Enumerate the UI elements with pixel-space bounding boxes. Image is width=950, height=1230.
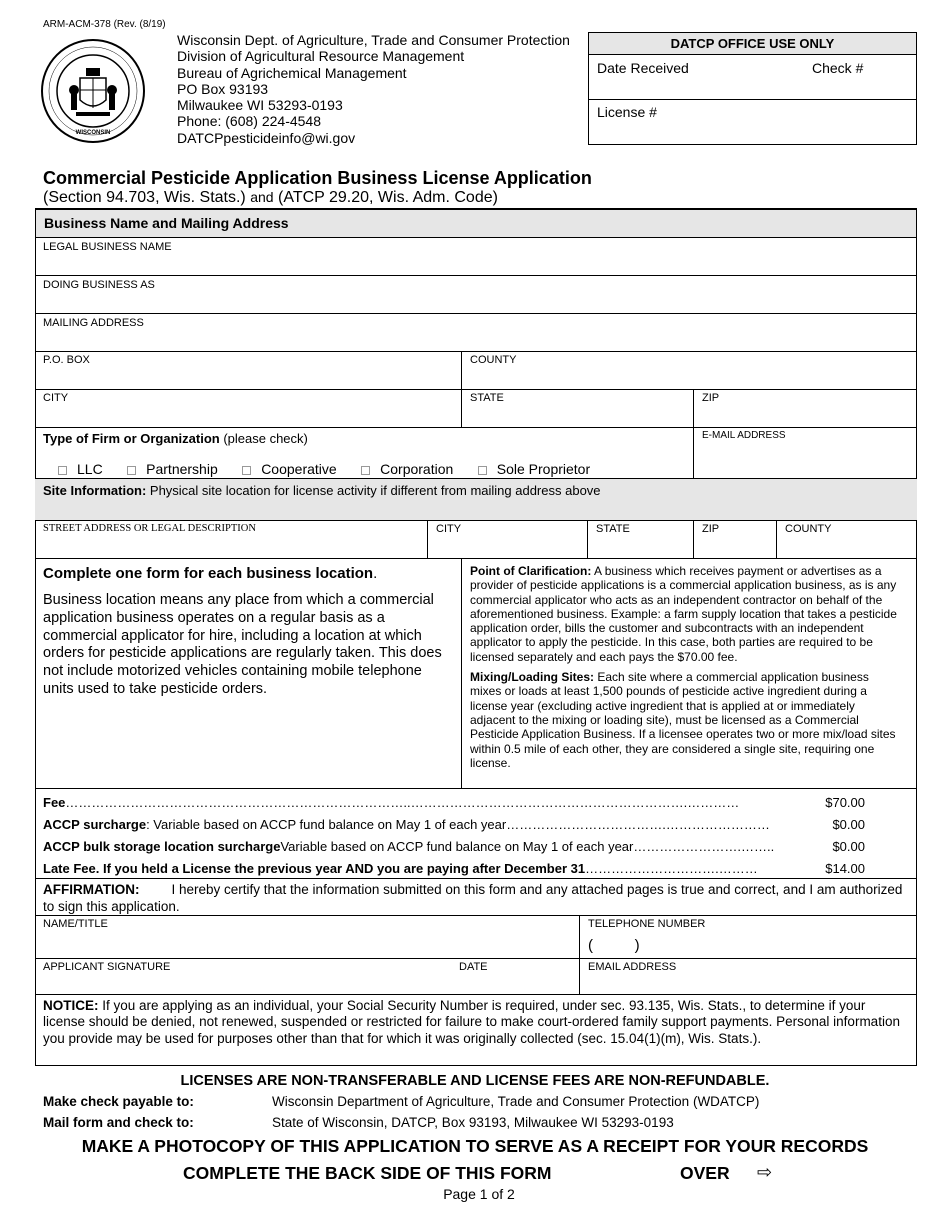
business-section-header: Business Name and Mailing Address bbox=[36, 210, 916, 237]
dba-label: DOING BUSINESS AS bbox=[43, 279, 155, 291]
fee-leader: ……………………………………………………………………..……………………………………………………….………… bbox=[65, 795, 740, 810]
fee-leader: ………………………….……… bbox=[585, 861, 758, 876]
legal-business-name-label: LEGAL BUSINESS NAME bbox=[43, 241, 172, 253]
date-received-label: Date Received bbox=[597, 60, 689, 76]
site-state-field[interactable] bbox=[588, 520, 693, 558]
telephone-label: TELEPHONE NUMBER bbox=[588, 918, 706, 930]
firm-type-instruction: (please check) bbox=[219, 431, 308, 446]
firm-type-heading: Type of Firm or Organization bbox=[43, 431, 220, 446]
site-street-field[interactable] bbox=[35, 520, 427, 558]
license-number-label: License # bbox=[597, 104, 657, 120]
county-field[interactable] bbox=[462, 351, 917, 389]
firm-option-cooperative[interactable] bbox=[242, 461, 337, 477]
subtitle-conjunction: and bbox=[250, 189, 274, 205]
mailing-address-field[interactable] bbox=[35, 313, 917, 351]
fee-amount: $70.00 bbox=[825, 795, 865, 810]
notice-heading: NOTICE: bbox=[43, 998, 99, 1013]
payable-label: Make check payable to: bbox=[43, 1094, 194, 1109]
applicant-signature-label: APPLICANT SIGNATURE bbox=[43, 961, 171, 973]
site-city-label: CITY bbox=[436, 523, 462, 535]
site-info-text bbox=[43, 483, 601, 498]
over-label: OVER bbox=[680, 1163, 730, 1183]
agency-line: Wisconsin Dept. of Agriculture, Trade and Consumer Protection bbox=[177, 32, 570, 48]
fee-label: Late Fee. If you held a License the previous year AND you are paying after December 31 bbox=[43, 861, 586, 876]
fee-row bbox=[43, 817, 865, 839]
affirmation-text: I hereby certify that the information submitted on this form and any attached pages is true and correct, and I am authorized to sign this application. bbox=[43, 882, 903, 914]
fee-label: ACCP bulk storage location surcharge bbox=[43, 839, 281, 854]
firm-option-sole-proprietor[interactable] bbox=[478, 461, 590, 477]
checkbox-icon[interactable] bbox=[58, 466, 67, 475]
check-number-label: Check # bbox=[812, 60, 864, 76]
site-county-label: COUNTY bbox=[785, 523, 832, 535]
date-label: DATE bbox=[459, 961, 488, 973]
location-body: Business location means any place from which a commercial application business operates on a regular basis as a commercial applicator for hire, including a location at which orders for pesticide applications are regularly taken. This does not include motorized vehicles containing mobile telephone units used to take pesticide orders. bbox=[43, 592, 442, 697]
signer-email-field[interactable] bbox=[580, 958, 917, 994]
site-info-header bbox=[35, 478, 917, 520]
firm-option-label: Corporation bbox=[380, 461, 454, 477]
right-arrow-icon: ⇨ bbox=[757, 1162, 773, 1182]
firm-type-options bbox=[58, 461, 610, 479]
clarification-info bbox=[470, 564, 900, 770]
checkbox-icon[interactable] bbox=[478, 466, 487, 475]
nontransferable-notice: LICENSES ARE NON-TRANSFERABLE AND LICENSE FEES ARE NON-REFUNDABLE. bbox=[180, 1073, 770, 1089]
site-city-field[interactable] bbox=[428, 520, 587, 558]
checkbox-icon[interactable] bbox=[242, 466, 251, 475]
mail-label: Mail form and check to: bbox=[43, 1115, 194, 1130]
zip-field[interactable] bbox=[694, 389, 917, 427]
site-info-heading: Site Information: bbox=[43, 483, 147, 498]
code-citation: (ATCP 29.20, Wis. Adm. Code) bbox=[278, 189, 498, 206]
photocopy-notice: MAKE A PHOTOCOPY OF THIS APPLICATION TO SERVE AS A RECEIPT FOR YOUR RECORDS bbox=[81, 1136, 869, 1156]
state-field[interactable] bbox=[462, 389, 693, 427]
agency-line: Milwaukee WI 53293-0193 bbox=[177, 97, 343, 114]
firm-option-label: LLC bbox=[77, 461, 103, 477]
office-use-box bbox=[588, 32, 917, 145]
state-label: STATE bbox=[470, 392, 504, 404]
name-title-field[interactable] bbox=[35, 915, 579, 958]
county-label: COUNTY bbox=[470, 354, 517, 366]
clarification-heading: Point of Clarification: bbox=[470, 564, 592, 578]
checkbox-icon[interactable] bbox=[361, 466, 370, 475]
form-subtitle bbox=[43, 189, 498, 207]
telephone-parens: ( ) bbox=[588, 937, 640, 954]
form-id: ARM-ACM-378 (Rev. (8/19) bbox=[43, 19, 166, 30]
po-box-label: P.O. BOX bbox=[43, 354, 90, 366]
agency-line: Bureau of Agrichemical Management bbox=[177, 64, 407, 81]
email-label: E-MAIL ADDRESS bbox=[702, 430, 786, 441]
po-box-field[interactable] bbox=[35, 351, 461, 389]
agency-line: PO Box 93193 bbox=[177, 80, 269, 97]
affirmation bbox=[43, 882, 903, 915]
firm-option-partnership[interactable] bbox=[127, 461, 218, 477]
notice-text: If you are applying as an individual, your Social Security Number is required, under sec. 93.135, Wis. Stats., to determine if your license should be denied, not renewed, suspended or restricted for failure to make court-ordered family support payments. Personal information you provide may be used for purposes other than that for which it was originally collected (sec. 15.04(1)(m), Wis. Stats.). bbox=[43, 998, 900, 1046]
name-title-label: NAME/TITLE bbox=[43, 918, 108, 930]
fee-row bbox=[43, 795, 865, 817]
agency-line: Division of Agricultural Resource Management bbox=[177, 48, 465, 65]
city-field[interactable] bbox=[35, 389, 461, 427]
site-street-label: STREET ADDRESS OR LEGAL DESCRIPTION bbox=[43, 523, 256, 534]
firm-option-label: Partnership bbox=[146, 461, 218, 477]
fee-label: Fee bbox=[43, 795, 66, 810]
firm-option-llc[interactable] bbox=[58, 461, 103, 477]
mail-value: State of Wisconsin, DATCP, Box 93193, Milwaukee WI 53293-0193 bbox=[272, 1115, 674, 1130]
dba-field[interactable] bbox=[35, 275, 917, 313]
fee-leader: ……………………………….…………………… bbox=[506, 817, 770, 832]
office-use-title: DATCP OFFICE USE ONLY bbox=[589, 33, 916, 55]
mixing-text: Each site where a commercial application business mixes or loads at least 1,500 pounds of pesticide active ingredient during a license year (excluding active ingredient that is applied at or immediately adjacent to the mixing or loading site), must be licensed as a Commercial Pesticide Application Business. If a licensee operates two or more mix/load sites within 0.5 mile of each other, they are considered a single site, requiring one license. bbox=[470, 670, 896, 770]
mixing-heading: Mixing/Loading Sites: bbox=[470, 670, 595, 685]
location-info bbox=[43, 565, 448, 699]
fee-description: : Variable based on ACCP fund balance on May 1 of each year bbox=[146, 817, 507, 832]
site-zip-label: ZIP bbox=[702, 523, 720, 535]
checkbox-icon[interactable] bbox=[127, 466, 136, 475]
agency-email: DATCPpesticideinfo@wi.gov bbox=[177, 129, 356, 146]
fee-row bbox=[43, 839, 865, 861]
payable-value: Wisconsin Department of Agriculture, Trade and Consumer Protection (WDATCP) bbox=[272, 1094, 760, 1109]
fee-label: ACCP surcharge bbox=[43, 817, 147, 832]
agency-address bbox=[177, 32, 570, 146]
backside-notice: COMPLETE THE BACK SIDE OF THIS FORM bbox=[183, 1163, 552, 1183]
fee-amount: $0.00 bbox=[832, 817, 865, 832]
mailing-address-label: MAILING ADDRESS bbox=[43, 317, 144, 329]
city-label: CITY bbox=[43, 392, 69, 404]
clarification-text: A business which receives payment or advertises as a provider of pesticide applications is a commercial application business, as is any commercial applicator who acts as an independent contractor on behalf of the aforementioned business. Example: a farm supply location that takes a pesticide application order, bills the customer and subcontracts with an independent applicator to apply the pesticide. In this case, both parties are required to be licensed separately and each pays the $70.00 fee. bbox=[470, 564, 897, 664]
state-seal-logo bbox=[40, 38, 146, 144]
location-heading-end: . bbox=[373, 565, 378, 582]
firm-option-corporation[interactable] bbox=[361, 461, 453, 477]
fee-leader: …………………….…….. bbox=[633, 839, 775, 854]
notice bbox=[43, 998, 907, 1047]
telephone-field[interactable] bbox=[580, 915, 917, 958]
page-number: Page 1 of 2 bbox=[443, 1186, 515, 1202]
form-title: Commercial Pesticide Application Business License Application bbox=[43, 168, 592, 188]
firm-option-label: Sole Proprietor bbox=[496, 461, 591, 477]
zip-label: ZIP bbox=[702, 392, 720, 404]
site-state-label: STATE bbox=[596, 523, 630, 535]
fee-description: Variable based on ACCP fund balance on May 1 of each year bbox=[280, 839, 634, 854]
site-county-field[interactable] bbox=[777, 520, 917, 558]
fee-row bbox=[43, 861, 865, 883]
location-heading: Complete one form for each business location bbox=[43, 565, 374, 582]
date-field[interactable] bbox=[451, 958, 579, 994]
email-field[interactable] bbox=[694, 427, 917, 478]
statute-citation: (Section 94.703, Wis. Stats.) bbox=[43, 189, 246, 206]
site-info-description: Physical site location for license activity if different from mailing address above bbox=[146, 483, 601, 498]
fee-schedule bbox=[43, 795, 865, 883]
fee-amount: $0.00 bbox=[832, 839, 865, 854]
signer-email-label: EMAIL ADDRESS bbox=[588, 961, 677, 973]
firm-option-label: Cooperative bbox=[261, 461, 337, 477]
firm-type-label bbox=[43, 431, 308, 446]
applicant-signature-field[interactable] bbox=[35, 958, 450, 994]
legal-business-name-field[interactable] bbox=[35, 237, 917, 275]
fee-amount: $14.00 bbox=[825, 861, 865, 876]
site-zip-field[interactable] bbox=[694, 520, 776, 558]
affirmation-heading: AFFIRMATION: bbox=[43, 882, 140, 897]
svg-text:WISCONSIN: WISCONSIN bbox=[75, 130, 111, 136]
agency-line: Phone: (608) 224-4548 bbox=[177, 113, 321, 130]
